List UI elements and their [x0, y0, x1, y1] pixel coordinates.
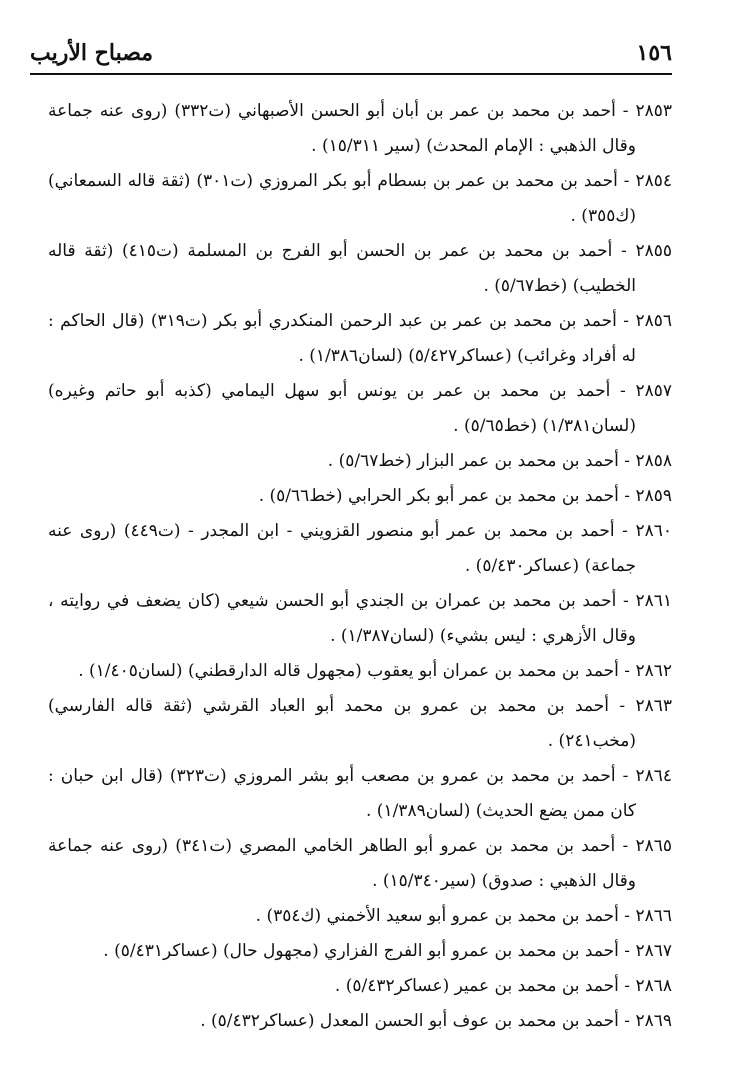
entry-list — [48, 94, 672, 1039]
entry-2863: ٢٨٦٣ - أحمد بن محمد بن عمرو بن محمد أبو العباد القرشي (ثقة قاله الفارسي) (مخب٢٤١) . — [48, 696, 672, 751]
entry-text: أحمد بن محمد بن عمير (عساكر٥/٤٣٢) . — [334, 976, 619, 996]
entry-text: أحمد بن محمد بن عمر البزار (خط٥/٦٧) . — [327, 451, 619, 471]
entry-2854: ٢٨٥٤ - أحمد بن محمد بن عمر بن بسطام أبو بكر المروزي (ت٣٠١) (ثقة قاله السمعاني) (ك٣٥٥) . — [48, 171, 672, 226]
entry-text: أحمد بن محمد بن عمرو بن مصعب أبو بشر المروزي (ت٣٢٣) (قال ابن حبان : كان ممن يضع الحديث) (لسان١/٣٨٩) . — [48, 766, 636, 821]
entry-text: أحمد بن محمد بن عمر بن عبد الرحمن المنكدري أبو بكر (ت٣١٩) (قال الحاكم : له أفراد وغرائب) (عساكر٥/٤٢٧) (لسان١/٣٨٦) . — [48, 311, 636, 366]
entry-text: أحمد بن محمد بن عمرو بن محمد أبو العباد القرشي (ثقة قاله الفارسي) (مخب٢٤١) . — [48, 696, 636, 751]
entry-text: أحمد بن محمد بن عوف أبو الحسن المعدل (عساكر٥/٤٣٢) . — [200, 1011, 619, 1031]
entry-text: أحمد بن محمد بن عمر بن بسطام أبو بكر المروزي (ت٣٠١) (ثقة قاله السمعاني) (ك٣٥٥) . — [48, 171, 636, 226]
header-divider — [30, 73, 672, 75]
entry-2861: ٢٨٦١ - أحمد بن محمد بن عمران بن الجندي أبو الحسن شيعي (كان يضعف في روايته ، وقال الأزهري : ليس بشيء) (لسان١/٣٨٧) . — [48, 591, 672, 646]
entry-2855: ٢٨٥٥ - أحمد بن محمد بن عمر بن الحسن أبو الفرج بن المسلمة (ت٤١٥) (ثقة قاله الخطيب) (خط٥/٦٧) . — [48, 241, 672, 296]
page-header — [30, 38, 672, 72]
entry-number: ٢٨٥٧ — [635, 381, 672, 401]
entry-number: ٢٨٥٨ — [635, 451, 672, 471]
entry-number: ٢٨٦١ — [635, 591, 672, 611]
entry-text: أحمد بن محمد بن عمران بن الجندي أبو الحسن شيعي (كان يضعف في روايته ، وقال الأزهري : ليس بشيء) (لسان١/٣٨٧) . — [48, 591, 636, 646]
entry-2866: ٢٨٦٦ - أحمد بن محمد بن عمرو أبو سعيد الأخمني (ك٣٥٤) . — [255, 906, 672, 926]
entry-number: ٢٨٥٣ — [635, 101, 672, 121]
entry-number: ٢٨٥٦ — [635, 311, 672, 331]
entry-2868: ٢٨٦٨ - أحمد بن محمد بن عمير (عساكر٥/٤٣٢) . — [334, 976, 672, 996]
book-title: مصباح الأريب — [30, 40, 154, 66]
entry-number: ٢٨٦٤ — [635, 766, 672, 786]
entry-number: ٢٨٦٢ — [635, 661, 672, 681]
entry-2860: ٢٨٦٠ - أحمد بن محمد بن عمر أبو منصور القزويني - ابن المجدر - (ت٤٤٩) (روى عنه جماعة) (عساكر٥/٤٣٠) . — [48, 521, 672, 576]
entry-2856: ٢٨٥٦ - أحمد بن محمد بن عمر بن عبد الرحمن المنكدري أبو بكر (ت٣١٩) (قال الحاكم : له أفراد وغرائب) (عساكر٥/٤٢٧) (لسان١/٣٨٦) . — [48, 311, 672, 366]
entry-2864: ٢٨٦٤ - أحمد بن محمد بن عمرو بن مصعب أبو بشر المروزي (ت٣٢٣) (قال ابن حبان : كان ممن يضع الحديث) (لسان١/٣٨٩) . — [48, 766, 672, 821]
entry-text: أحمد بن محمد بن عمر بن أبان أبو الحسن الأصبهاني (ت٣٣٢) (روى عنه جماعة وقال الذهبي : الإمام المحدث) (سير ١٥/٣١١) . — [48, 101, 636, 156]
entry-number: ٢٨٦٨ — [635, 976, 672, 996]
entry-number: ٢٨٦٥ — [635, 836, 672, 856]
entry-2858: ٢٨٥٨ - أحمد بن محمد بن عمر البزار (خط٥/٦٧) . — [327, 451, 672, 471]
entry-number: ٢٨٥٤ — [635, 171, 672, 191]
entry-number: ٢٨٦٧ — [635, 941, 672, 961]
entry-2859: ٢٨٥٩ - أحمد بن محمد بن عمر أبو بكر الحرابي (خط٥/٦٦) . — [258, 486, 672, 506]
entry-text: أحمد بن محمد بن عمر أبو بكر الحرابي (خط٥/٦٦) . — [258, 486, 619, 506]
entry-text: أحمد بن محمد بن عمرو أبو سعيد الأخمني (ك٣٥٤) . — [255, 906, 619, 926]
entry-2865: ٢٨٦٥ - أحمد بن محمد بن عمرو أبو الطاهر الخامي المصري (ت٣٤١) (روى عنه جماعة وقال الذهبي : صدوق) (سير١٥/٣٤٠) . — [48, 836, 672, 891]
entry-text: أحمد بن محمد بن عمرو أبو الطاهر الخامي المصري (ت٣٤١) (روى عنه جماعة وقال الذهبي : صدوق) (سير١٥/٣٤٠) . — [48, 836, 636, 891]
entry-text: أحمد بن محمد بن عمرو أبو الفرج الفزاري (مجهول حال) (عساكر٥/٤٣١) . — [103, 941, 619, 961]
entry-number: ٢٨٦٩ — [635, 1011, 672, 1031]
entry-2862: ٢٨٦٢ - أحمد بن محمد بن عمران أبو يعقوب (مجهول قاله الدارقطني) (لسان١/٤٠٥) . — [78, 661, 672, 681]
entry-2853: ٢٨٥٣ - أحمد بن محمد بن عمر بن أبان أبو الحسن الأصبهاني (ت٣٣٢) (روى عنه جماعة وقال الذهبي : الإمام المحدث) (سير ١٥/٣١١) . — [48, 101, 672, 156]
entry-number: ٢٨٦٣ — [635, 696, 672, 716]
entry-number: ٢٨٦٠ — [635, 521, 672, 541]
entry-2857: ٢٨٥٧ - أحمد بن محمد بن عمر بن يونس أبو سهل اليمامي (كذبه أبو حاتم وغيره) (لسان١/٣٨١) (خط٥/٦٥) . — [48, 381, 672, 436]
entry-2867: ٢٨٦٧ - أحمد بن محمد بن عمرو أبو الفرج الفزاري (مجهول حال) (عساكر٥/٤٣١) . — [103, 941, 672, 961]
entry-2869: ٢٨٦٩ - أحمد بن محمد بن عوف أبو الحسن المعدل (عساكر٥/٤٣٢) . — [200, 1011, 672, 1031]
entry-text: أحمد بن محمد بن عمر بن الحسن أبو الفرج بن المسلمة (ت٤١٥) (ثقة قاله الخطيب) (خط٥/٦٧) . — [48, 241, 636, 296]
entry-text: أحمد بن محمد بن عمران أبو يعقوب (مجهول قاله الدارقطني) (لسان١/٤٠٥) . — [78, 661, 619, 681]
entry-number: ٢٨٦٦ — [635, 906, 672, 926]
entry-number: ٢٨٥٥ — [635, 241, 672, 261]
page-number: ١٥٦ — [636, 40, 672, 66]
entry-number: ٢٨٥٩ — [635, 486, 672, 506]
entry-text: أحمد بن محمد بن عمر بن يونس أبو سهل اليمامي (كذبه أبو حاتم وغيره) (لسان١/٣٨١) (خط٥/٦٥) . — [48, 381, 636, 436]
entry-text: أحمد بن محمد بن عمر أبو منصور القزويني - ابن المجدر - (ت٤٤٩) (روى عنه جماعة) (عساكر٥/٤٣٠) . — [48, 521, 636, 576]
